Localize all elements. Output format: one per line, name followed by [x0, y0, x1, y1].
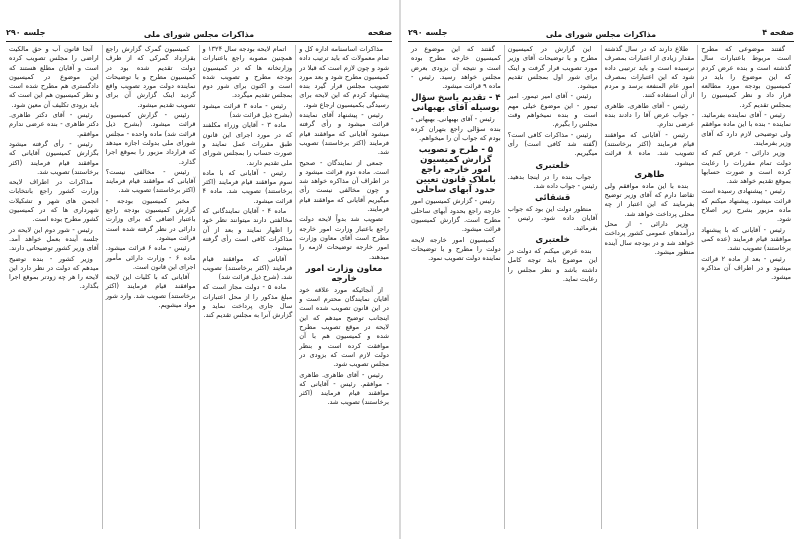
right-page	[402, 0, 800, 539]
paragraph: رئیس - ماده ۳ قرائت میشود (بشرح ذیل قرائت شد)	[202, 101, 293, 120]
paragraph: وزیر دارائی - عرض کنم که دولت تمام مقررات را رعایت کرده است و صورت حسابها بموقع تقدیم خواهد شد.	[701, 149, 791, 186]
right-session-number: جلسه ۲۹۰	[408, 28, 448, 37]
paragraph: رئیس - رأی گرفته میشود بگزارش کمیسیون آقایانی که موافقند قیام فرمایند (اکثر برخاستند) تصویب شد.	[9, 139, 99, 176]
text-column	[199, 45, 296, 529]
section-heading: خلعتبری	[535, 160, 570, 171]
paragraph: ماده ۳ - آقایان وزراء مکلفند که در مورد اجرای این قانون طبق مقررات عمل نمایند و صورت حساب را بمجلس شورای ملی تقدیم دارند.	[202, 121, 293, 167]
paragraph: بنده عرض میکنم که دولت در این موضوع باید توجه کامل داشته باشد و نظر مجلس را رعایت نماید.	[507, 247, 598, 283]
text-column	[408, 45, 504, 529]
paragraph: رئیس - مخالفی نیست؟ آقایانی که موافقند قیام فرمایند (اکثر برخاستند) تصویب شد.	[105, 167, 196, 195]
left-page	[0, 0, 398, 539]
paragraph: وزیر دارائی - از محل درآمدهای عمومی کشور پرداخت خواهد شد و در بودجه سال آینده منظور میشود.	[604, 220, 695, 256]
paragraph: آقایانی که با کلیات این لایحه موافقند قیام فرمایند (اکثر برخاستند) تصویب شد. وارد شور مواد میشویم.	[105, 273, 196, 310]
left-session-number: جلسه ۲۹۰	[6, 28, 46, 37]
text-column	[697, 45, 794, 529]
paragraph: طلاع دارند که در سال گذشته مقدار زیادی از اعتبارات بمصرف نرسیده است و باید ترتیبی داده شود که این اعتبارات بمصرف امور عام المنفعه برسد و مردم از آن استفاده کنند.	[604, 45, 695, 100]
paragraph: رئیس - پیشنهادی رسیده است قرائت میشود. پیشنهاد میکنم که ماده مزبور بشرح زیر اصلاح شود.	[701, 187, 791, 224]
header-rule	[6, 41, 392, 42]
text-column	[601, 45, 698, 529]
left-page-number: صفحه	[367, 28, 392, 37]
paragraph: رئیس - ماده ۶ قرائت میشود. ماده ۶ - وزارت دارائی مأمور اجرای این قانون است.	[105, 244, 196, 271]
header-rule	[408, 41, 794, 42]
paragraph: رئیس - آقایانی که با پیشنهاد موافقند قیام فرمایند (عده کمی برخاستند) تصویب نشد.	[701, 225, 791, 253]
paragraph: ماده ۴ - آقایان نمایندگانی که مخالفتی دارند میتوانند نظر خود را اظهار نمایند و بعد از آن مذاکرات کافی است رأی گرفته میشود.	[202, 207, 293, 253]
right-page-header	[408, 28, 794, 42]
paragraph: جواب بنده را در اینجا بدهید. رئیس - جواب داده شد.	[507, 172, 598, 190]
paragraph: رئیس - آقایانی که با ماده سوم موافقند قیام فرمایند (اکثر برخاستند) تصویب شد. ماده ۴ قرائت میشود.	[202, 168, 293, 205]
paragraph: اتمام لایحه بودجه سال ۱۳۲۴ و همچنین مصوبه راجع باعتبارات وزارتخانه ها که در کمیسیون بودجه مطرح و تصویب شده است و اکنون برای شور دوم بمجلس تقدیم میگردد.	[202, 45, 293, 100]
paragraph: مذاکرات در اطراف لایحه وزارت کشور راجع بانتخابات انجمن های شهر و تشکیلات شهرداری ها که در کمیسیون کشور مطرح بوده است.	[9, 178, 99, 224]
left-page-header	[6, 28, 392, 42]
paragraph: رئیس - آقای بهبهانی. بهبهانی - بنده سؤالی راجع بتهران کرده بودم که جواب آن را میخواهم.	[411, 115, 501, 143]
paragraph: منظور دولت این بود که جواب آقایان داده شود. رئیس - بفرمائید.	[507, 205, 598, 232]
paragraph: مذاکرات اساسنامه اداره کل و تمام معمولات که باید ترتیب داده شود و چون لازم است که قبلا در کمیسیون مطرح شود و بعد مورد تصویب مجلس قرار گیرد بنده پیشنهاد کردم که این لایحه برای رسیدگی بکمیسیون ارجاع شود.	[299, 45, 389, 109]
paragraph: گفتند موضوعی که مطرح است مربوط باعتبارات سال گذشته است و بنده عرض کردم که این موضوع را باید در کمیسیون بودجه مورد مطالعه قرار داد و نظر کمیسیون را بمجلس تقدیم کرد.	[701, 45, 791, 109]
paragraph: رئیس - آقایانی که موافقند قیام فرمایند (اکثر برخاستند) تصویب شد. ماده ۸ قرائت میشود.	[604, 130, 695, 167]
right-page-title: مذاکرات مجلس شورای ملی	[545, 30, 657, 39]
text-column	[102, 45, 199, 529]
paragraph: بنده با این ماده موافقم ولی تقاضا دارم که آقای وزیر توضیح بفرمایند که این اعتبار از چه محلی پرداخت خواهد شد.	[604, 181, 695, 218]
paragraph: وزیر کشور - بنده توضیح میدهم که دولت در نظر دارد این لایحه را هر چه زودتر بموقع اجرا بگذارد.	[9, 254, 99, 291]
right-page-number: صفحه ۴	[762, 28, 794, 37]
paragraph: این گزارش در کمیسیون مطرح و با توضیحات آقای وزیر مورد تصویب قرار گرفت و اینک برای شور اول بمجلس تقدیم میشود.	[507, 45, 598, 91]
paragraph: رئیس - گزارش کمیسیون قرائت میشود. (بشرح ذیل قرائت شد) ماده واحده - مجلس شورای ملی بدولت اجازه میدهد که قرارداد مزبور را بموقع اجرا گذارد.	[105, 111, 196, 166]
paragraph: رئیس - آقای امیر تیمور. امیر تیمور - این موضوع خیلی مهم است و بنده نمیخواهم وقت مجلس را بگیرم.	[507, 92, 598, 129]
paragraph: مخبر کمیسیون بودجه - گزارش کمیسیون بودجه راجع باعتبار اضافی که برای وزارت دارائی در نظر گرفته شده است قرائت میشود.	[105, 196, 196, 242]
paragraph: رئیس - آقای طاهری. طاهری - جواب عرض آقا را دادند بنده عرضی ندارم.	[604, 101, 695, 129]
paragraph: گفتند که این موضوع در کمیسیون خارجه مطرح بوده است و نتیجه آن بزودی بعرض مجلس خواهد رسید. رئیس - ماده ۹ قرائت میشود.	[411, 45, 501, 91]
paragraph: تصویب شد بدواً لایحه دولت راجع باعتبار وزارت امور خارجه مطرح است آقای معاون وزارت امور خارجه توضیحات لازمه را میدهند.	[299, 215, 389, 261]
paragraph: از آنجائیکه مورد علاقه خود آقایان نمایندگان محترم است و در این قانون تصویب شده است اینجانب توضیح میدهم که این لایحه در موقع تصویب مطرح شده و کمیسیون هم با آن موافقت کرده است و بنظر دولت لازم است که بزودی در مجلس تصویب شود.	[299, 285, 389, 369]
paragraph: رئیس - بعد از ماده ۲ قرائت میشود و در اطراف آن مذاکره میشود.	[701, 254, 791, 282]
section-heading: ۵ - طرح و تصویب گزارش کمیسیون امور خارجه راجع باملاک قانون تعیین حدود آبهای ساحلی	[415, 145, 496, 196]
section-heading: قشقائی	[534, 193, 571, 204]
left-columns	[6, 45, 392, 529]
section-heading: خلعتبری	[535, 235, 570, 246]
paragraph: آنجا قانون آب و حق مالکیت اراضی را مجلس تصویب کرده است و آقایان مطلع هستند که این موضوع در کمیسیون دادگستری هم مطرح شده است و نظر کمیسیون هم این است که باید بزودی تکلیف آن معین شود.	[9, 45, 99, 109]
page-fold	[399, 0, 401, 539]
paragraph: کمیسیون گمرک گزارش راجع بقرارداد گمرکی که از طرف دولت تقدیم شده بود در کمیسیون مطرح و با توضیحات نماینده دولت مورد تصویب واقع گردید اینک گزارش آن برای تصویب تقدیم میشود.	[105, 45, 196, 109]
paragraph: رئیس - شور دوم این لایحه در جلسه آینده بعمل خواهد آمد. آقای وزیر کشور توضیحاتی دارند.	[8, 225, 99, 253]
left-page-title: مذاکرات مجلس شورای ملی	[143, 30, 255, 39]
paragraph: رئیس - پیشنهاد آقای نماینده قرائت میشود و رأی گرفته میشود آقایانی که موافقند قیام فرمایند (اکثر برخاستند) تصویب شد.	[299, 111, 389, 157]
section-heading: طاهری	[634, 169, 665, 180]
paragraph: کمیسیون امور خارجه لایحه دولت را مطرح و با توضیحات نماینده دولت تصویب نمود.	[411, 235, 501, 263]
text-column	[504, 45, 601, 529]
section-heading: ۴ - تقدیم یاسخ سؤال بوسیله آقای بهبهانی	[411, 93, 501, 114]
text-column	[295, 45, 392, 529]
paragraph: جمعی از نمایندگان - صحیح است. ماده دوم قرائت میشود و در اطراف آن مذاکره خواهد شد و چون مخالفی نیست رأی میگیریم آقایانی که موافقند قیام فرمایند.	[299, 158, 389, 214]
paragraph: رئیس - آقای نماینده بفرمائید. نماینده - بنده با این ماده موافقم ولی توضیحی لازم دارد که آقای وزیر بفرمایند.	[701, 111, 791, 147]
paragraph: رئیس - آقای طاهری. طاهری - موافقم. رئیس - آقایانی که موافقند قیام فرمایند (اکثر برخاستند) تصویب شد.	[299, 370, 389, 407]
paragraph: رئیس - آقای دکتر طاهری. دکتر طاهری - بنده عرضی ندارم موافقم.	[9, 111, 99, 138]
section-heading: معاون وزارت امور خارجه	[305, 263, 383, 284]
text-column	[6, 45, 102, 529]
paragraph: ماده ۵ - دولت مجاز است که مبلغ مذکور را از محل اعتبارات سال جاری پرداخت نماید و گزارش آنرا به مجلس تقدیم کند.	[202, 283, 293, 320]
paragraph: رئیس - گزارش کمیسیون امور خارجه راجع بحدود آبهای ساحلی مطرح است. گزارش کمیسیون قرائت میشود.	[411, 197, 501, 234]
paragraph: آقایانی که موافقند قیام فرمایند (اکثر برخاستند) تصویب شد. (شرح ذیل قرائت شد)	[202, 254, 293, 282]
paragraph: رئیس - مذاکرات کافی است؟ (گفته شد کافی است) رأی میگیریم.	[507, 130, 598, 158]
right-columns	[408, 45, 794, 529]
